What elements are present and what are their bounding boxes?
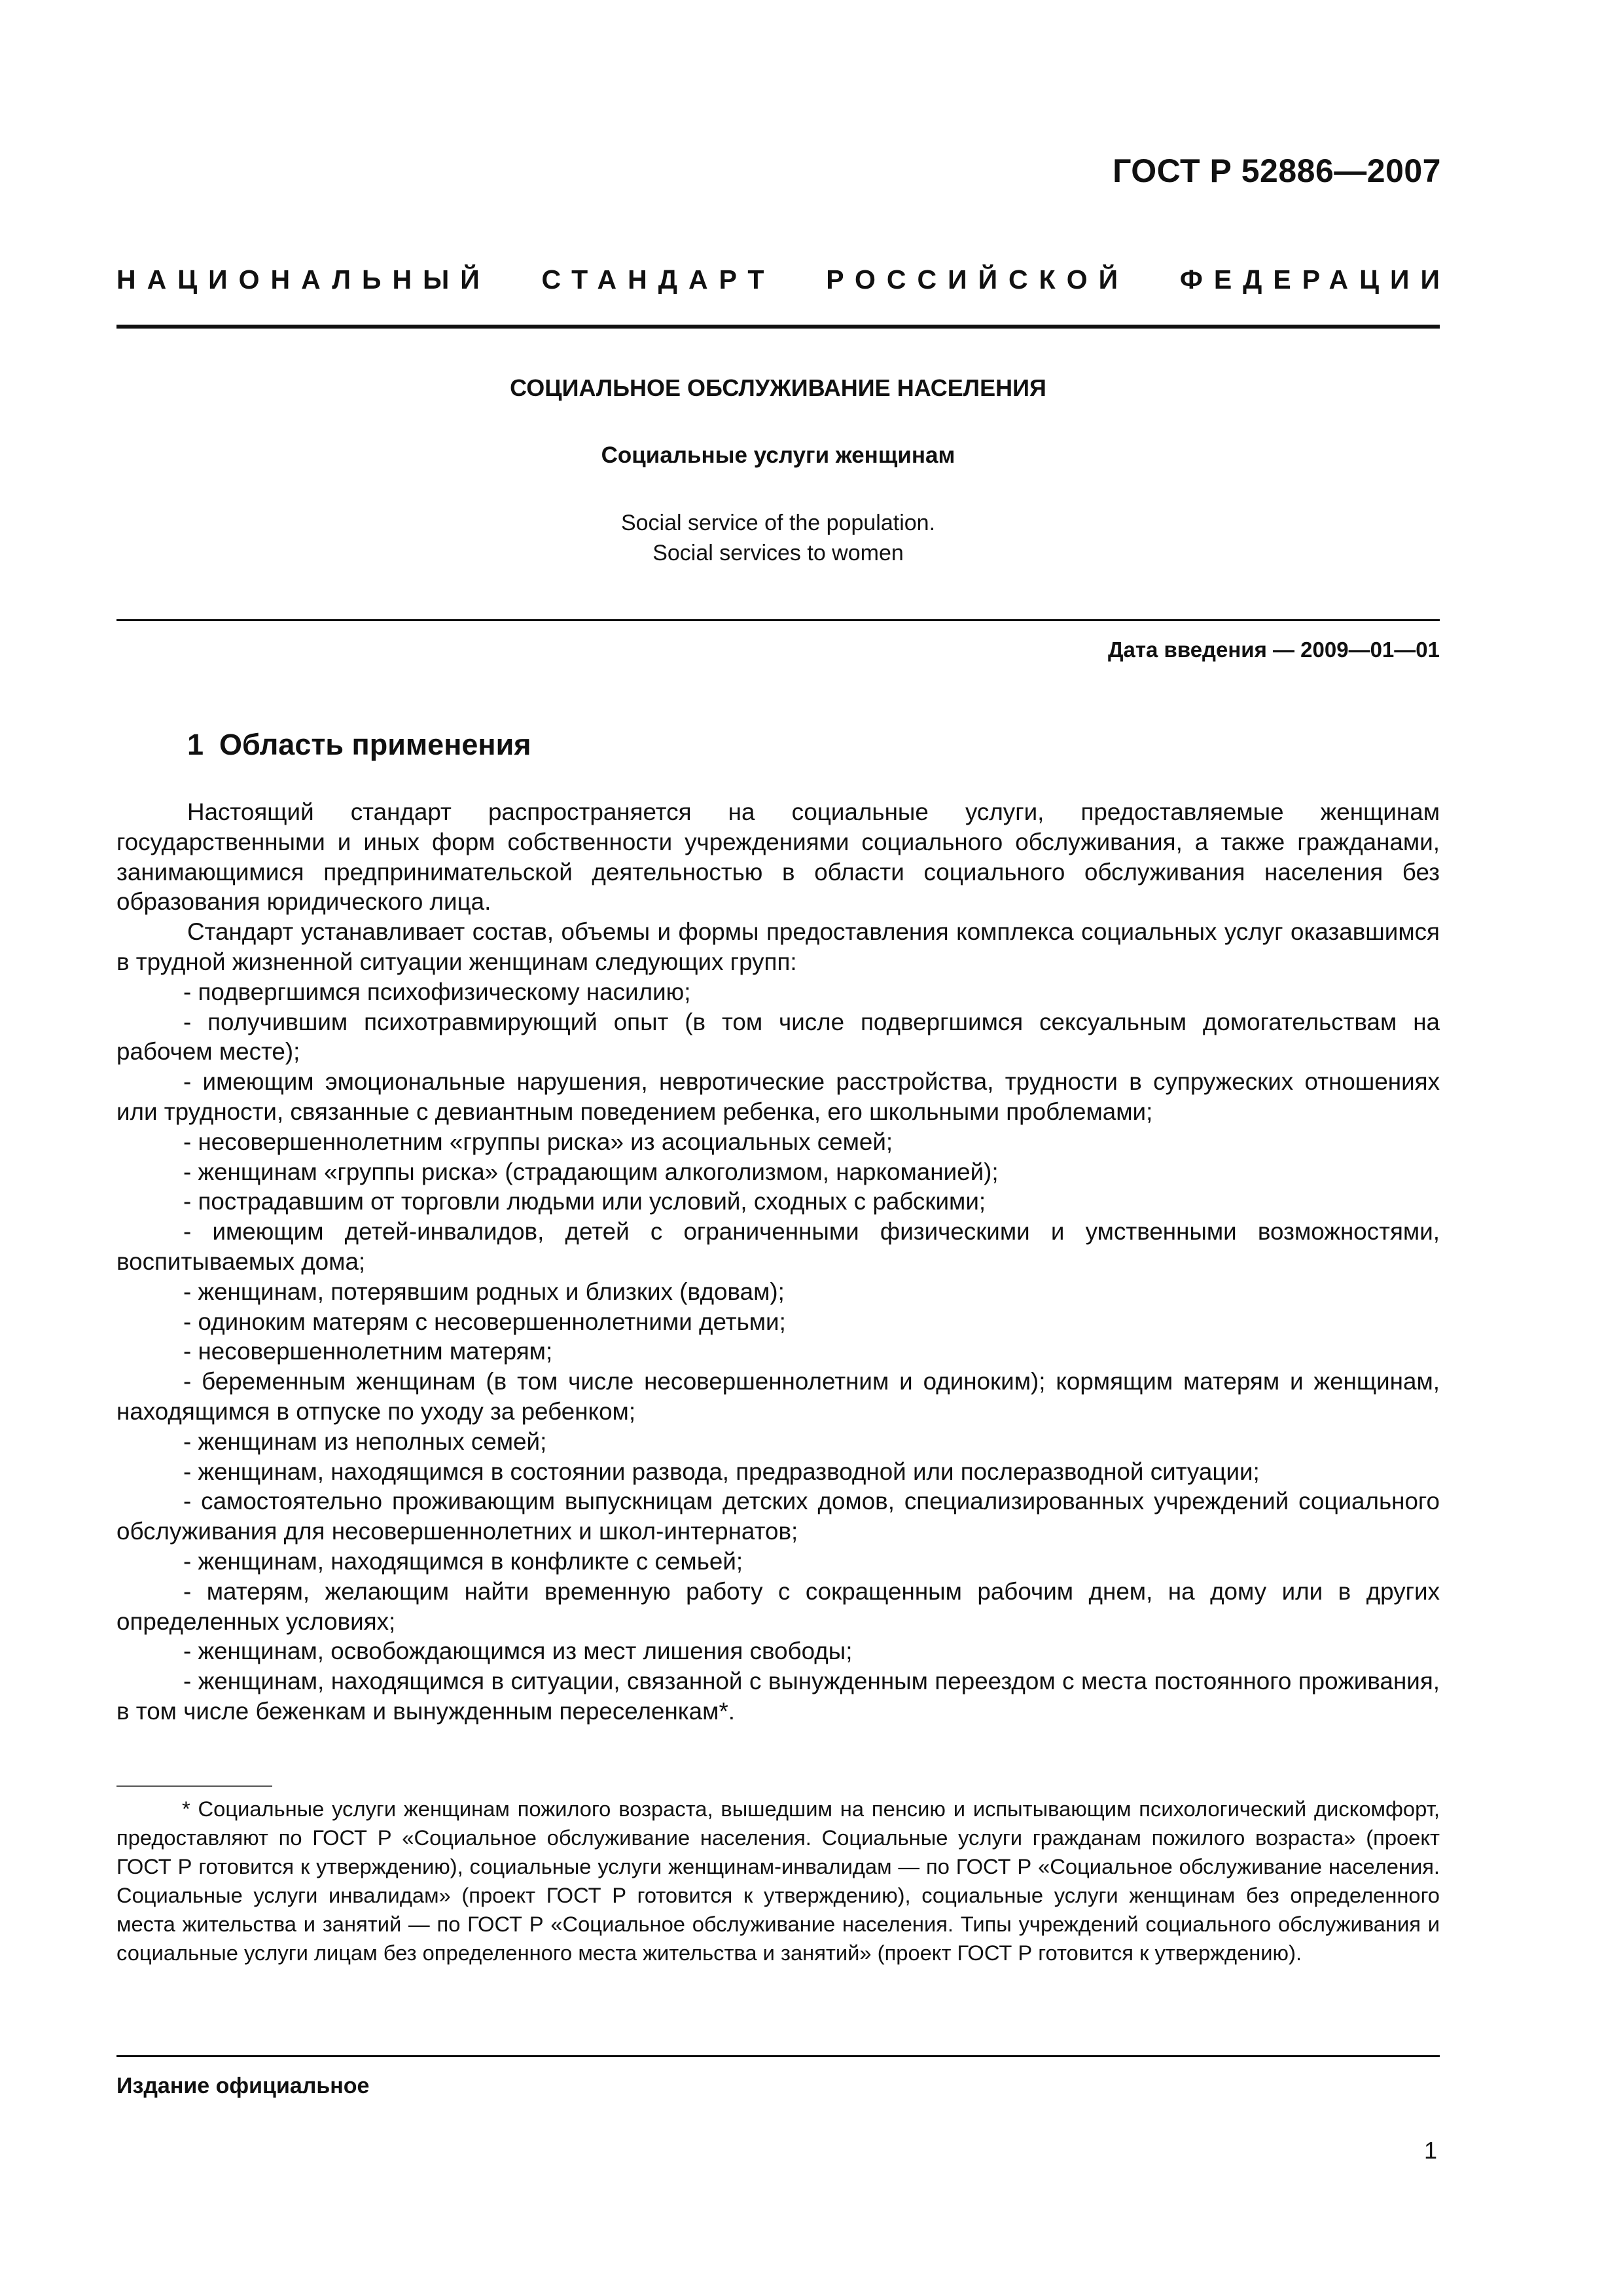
list-item: - несовершеннолетним матерям;	[183, 1338, 553, 1365]
official-edition-label: Издание официальное	[116, 2073, 370, 2098]
banner-word: РОССИЙСКОЙ	[826, 264, 1130, 295]
title-divider	[116, 619, 1440, 621]
banner-word: ФЕДЕРАЦИИ	[1179, 264, 1451, 295]
paragraph: Настоящий стандарт распространяется на социальные услуги, предоставляемые женщинам государственными и иных форм собственности учреждениями социального обслуживания, а также гражданами, занимающимися предпринимательской деятельностью в области социального обслуживания населения без образования юридического лица.	[116, 798, 1440, 916]
list-item: - имеющим эмоциональные нарушения, невротические расстройства, трудности в супружеских отношениях или трудности, связанные с девиантным поведением ребенка, его школьными проблемами;	[116, 1068, 1440, 1125]
list-item: - женщинам, находящимся в ситуации, связанной с вынужденным переездом с места постоянного проживания, в том числе беженкам и вынужденным переселенкам*.	[116, 1668, 1440, 1725]
list-item: - женщинам из неполных семей;	[183, 1427, 547, 1455]
list-item: - женщинам, находящимся в конфликте с семьей;	[183, 1547, 743, 1575]
list-item: - одиноким матерям с несовершеннолетними детьми;	[183, 1308, 786, 1335]
banner-word: НАЦИОНАЛЬНЫЙ	[116, 264, 491, 295]
list-item: - женщинам, потерявшим родных и близких (вдовам);	[183, 1278, 785, 1305]
list-item: - получившим психотравмирующий опыт (в том числе подвергшимся сексуальным домогательствам на рабочем месте);	[116, 1008, 1440, 1066]
list-item: - женщинам «группы риска» (страдающим алкоголизмом, наркоманией);	[183, 1158, 999, 1185]
section-body	[116, 797, 1440, 1727]
list-item: - несовершеннолетним «группы риска» из асоциальных семей;	[183, 1128, 893, 1155]
list-item: - самостоятельно проживающим выпускницам детских домов, специализированных учреждений социального обслуживания для несовершеннолетних и школ-интернатов;	[116, 1488, 1440, 1545]
footnote: * Социальные услуги женщинам пожилого возраста, вышедшим на пенсию и испытывающим психологический дискомфорт, предоставляют по ГОСТ Р «Социальное обслуживание населения. Социальные услуги гражданам пожилого возраста» (проект ГОСТ Р готовится к утверждению), социальные услуги женщинам-инвалидам — по ГОСТ Р «Социальное обслуживание населения. Социальные услуги инвалидам» (проект ГОСТ Р готовится к утверждению), социальные услуги женщинам без определенного места жительства и занятий — по ГОСТ Р «Социальное обслуживание населения. Типы учреждений социального обслуживания и социальные услуги лицам без определенного места жительства и занятий» (проект ГОСТ Р готовится к утверждению).	[116, 1797, 1440, 1965]
list-item: - матерям, желающим найти временную работу с сокращенным рабочим днем, на дому или в других определенных условиях;	[116, 1577, 1440, 1635]
list-item: - женщинам, находящимся в состоянии развода, предразводной или послеразводной ситуации;	[183, 1458, 1260, 1485]
section-heading	[187, 728, 531, 762]
gost-number: ГОСТ Р 52886—2007	[1113, 152, 1441, 189]
page-number: 1	[1423, 2137, 1437, 2164]
introduction-date: Дата введения — 2009—01—01	[1108, 637, 1440, 662]
list-item: - женщинам, освобождающимся из мест лишения свободы;	[183, 1638, 853, 1665]
list-item: - беременным женщинам (в том числе несовершеннолетним и одиноким); кормящим матерям и женщинам, находящимся в отпуске по уходу за ребенком;	[116, 1368, 1440, 1425]
banner-word: СТАНДАРТ	[541, 264, 776, 295]
list-item: - подвергшимся психофизическому насилию;	[183, 978, 691, 1005]
english-title-line: Social service of the population.	[620, 511, 936, 535]
section-number: 1	[187, 728, 204, 761]
footer-divider	[116, 2055, 1440, 2057]
document-subtitle: Социальные услуги женщинам	[601, 442, 955, 468]
national-standard-banner	[116, 264, 1451, 295]
english-title-line: Social services to women	[652, 541, 904, 565]
footnote-separator	[116, 1785, 272, 1787]
list-item: - пострадавшим от торговли людьми или условий, сходных с рабскими;	[183, 1188, 986, 1215]
list-item: - имеющим детей-инвалидов, детей с ограниченными физическими и умственными возможностями, воспитываемых дома;	[116, 1218, 1440, 1275]
section-title: Область применения	[219, 728, 531, 761]
english-title	[116, 508, 1440, 568]
paragraph: Стандарт устанавливает состав, объемы и формы предоставления комплекса социальных услуг оказавшимся в трудной жизненной ситуации женщинам следующих групп:	[116, 918, 1440, 975]
header-divider	[116, 325, 1440, 329]
document-title: СОЦИАЛЬНОЕ ОБСЛУЖИВАНИЕ НАСЕЛЕНИЯ	[510, 374, 1046, 401]
